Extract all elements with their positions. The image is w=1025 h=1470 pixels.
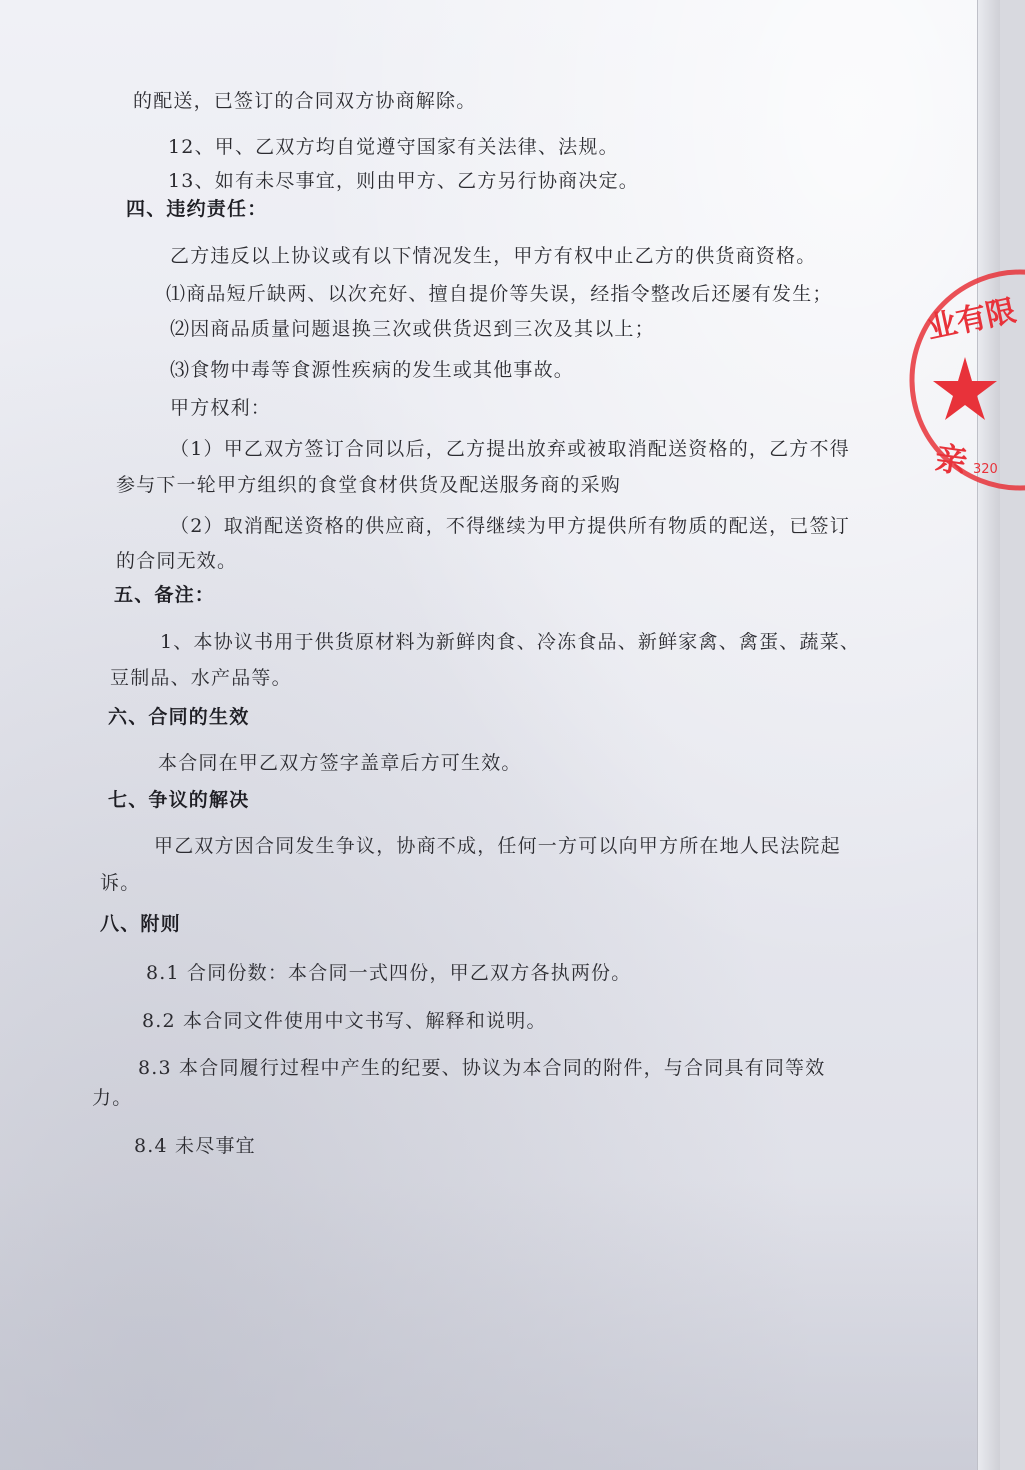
- text-line: （1）甲乙双方签订合同以后，乙方提出放弃或被取消配送资格的，乙方不得: [170, 438, 850, 460]
- section-heading: 六、合同的生效: [108, 706, 250, 728]
- text-line: ⑵因商品质量问题退换三次或供货迟到三次及其以上；: [170, 318, 655, 340]
- star-icon: [933, 357, 997, 420]
- text-line: 12、甲、乙双方均自觉遵守国家有关法律、法规。: [168, 136, 619, 158]
- stamp-text-bottom: 亲: [932, 438, 970, 481]
- text-line: 诉。: [100, 872, 141, 894]
- text-line: 8.4 未尽事宜: [134, 1135, 256, 1157]
- page-edge: [977, 0, 1000, 1470]
- stamp-digits: 320: [973, 462, 998, 477]
- text-line: 8.3 本合同履行过程中产生的纪要、协议为本合同的附件，与合同具有同等效: [138, 1057, 826, 1079]
- text-line: 8.1 合同份数：本合同一式四份，甲乙双方各执两份。: [146, 962, 632, 984]
- text-line: 甲方权利：: [170, 397, 272, 419]
- section-heading: 五、备注：: [114, 584, 216, 606]
- text-line: 乙方违反以上协议或有以下情况发生，甲方有权中止乙方的供货商资格。: [170, 245, 817, 267]
- text-line: 参与下一轮甲方组织的食堂食材供货及配送服务商的采购: [116, 474, 622, 496]
- section-heading: 四、违约责任：: [126, 198, 268, 220]
- stamp-text-top: 业有限: [923, 293, 1020, 347]
- text-line: 的合同无效。: [116, 550, 238, 572]
- text-line: 甲乙双方因合同发生争议，协商不成，任何一方可以向甲方所在地人民法院起: [154, 835, 841, 857]
- text-line: （2）取消配送资格的供应商，不得继续为甲方提供所有物质的配送，已签订: [170, 515, 850, 537]
- text-line: 的配送，已签订的合同双方协商解除。: [133, 90, 477, 112]
- section-heading: 七、争议的解决: [108, 789, 250, 811]
- text-line: 力。: [92, 1087, 133, 1109]
- text-line: 豆制品、水产品等。: [110, 667, 292, 689]
- text-line: ⑴商品短斤缺两、以次充好、擅自提价等失误，经指令整改后还屡有发生；: [166, 283, 833, 305]
- red-seal-stamp: [905, 285, 1025, 495]
- text-line: 8.2 本合同文件使用中文书写、解释和说明。: [142, 1010, 547, 1032]
- text-line: 1、本协议书用于供货原材料为新鲜肉食、冷冻食品、新鲜家禽、禽蛋、蔬菜、: [160, 631, 861, 653]
- text-line: 13、如有未尽事宜，则由甲方、乙方另行协商决定。: [168, 170, 639, 192]
- section-heading: 八、附则: [100, 913, 181, 935]
- text-line: 本合同在甲乙双方签字盖章后方可生效。: [158, 752, 522, 774]
- text-line: ⑶食物中毒等食源性疾病的发生或其他事故。: [170, 359, 575, 381]
